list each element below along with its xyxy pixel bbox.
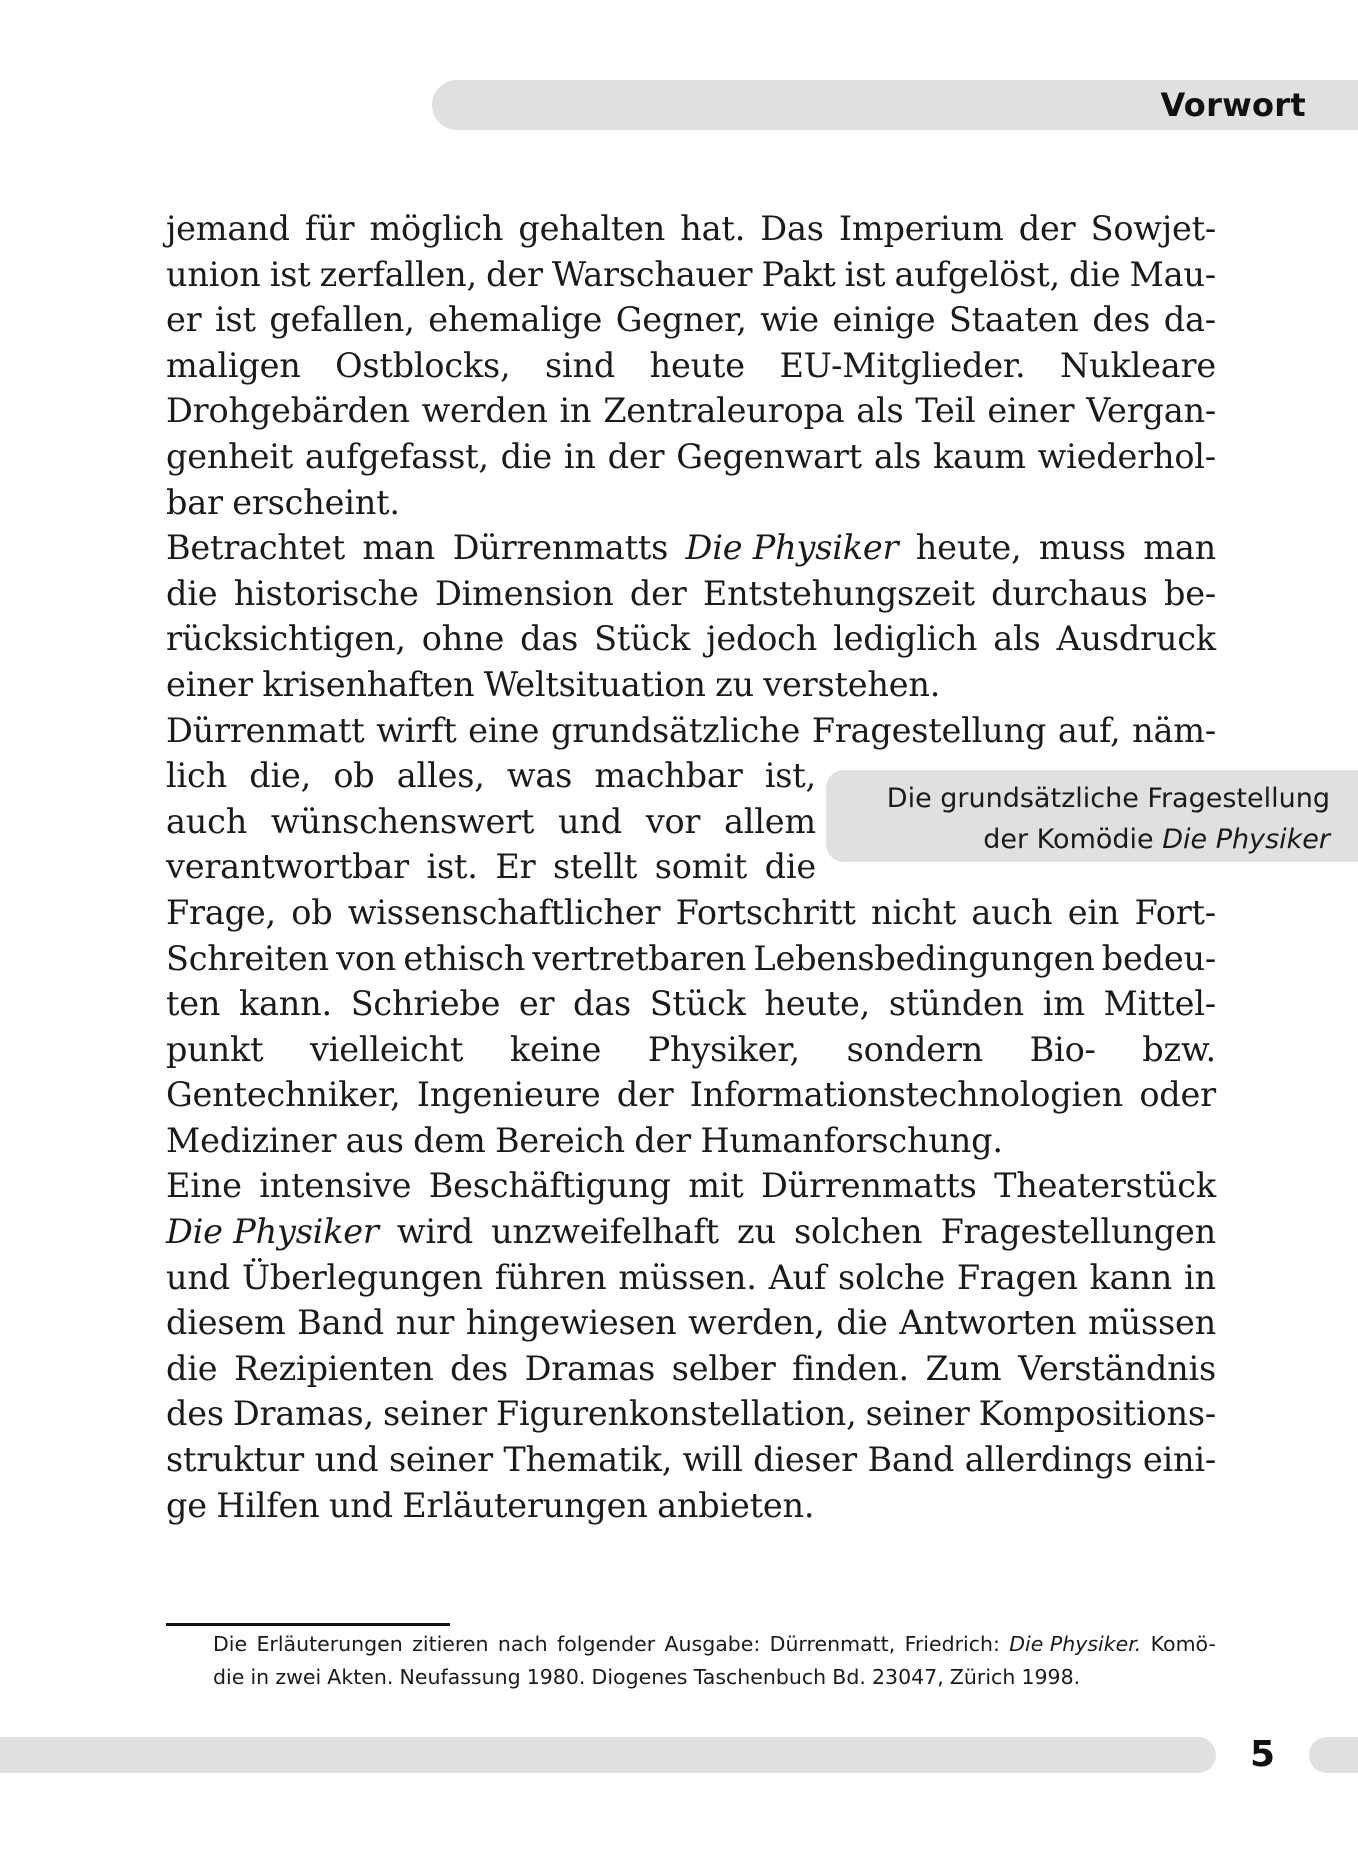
word: Stück <box>649 984 746 1024</box>
word: Fragestellung <box>811 710 1047 750</box>
word: Eine <box>166 1166 242 1206</box>
word: unzweifelhaft <box>491 1212 719 1252</box>
word: Band <box>867 1440 955 1480</box>
word: Lebensbedingungen <box>753 938 1095 978</box>
word: sondern <box>846 1029 984 1069</box>
word: machbar <box>594 756 743 796</box>
word: der <box>629 573 687 613</box>
word: der <box>607 436 665 476</box>
margin-note-line: Die grundsätzliche Fragestellung <box>886 783 1330 814</box>
word: Fortschritt <box>675 892 856 932</box>
word: die <box>166 573 218 613</box>
word: werden <box>421 391 548 431</box>
word: Humanforschung. <box>700 1120 1003 1160</box>
word: hat. <box>680 209 746 248</box>
word: selber <box>671 1348 776 1388</box>
word: union <box>166 254 261 294</box>
text-line <box>166 1346 1216 1392</box>
word: des <box>450 1348 509 1388</box>
word: Betrachtet <box>166 528 345 568</box>
word: Dimension <box>434 573 614 613</box>
word: ethisch <box>403 938 526 978</box>
text-line <box>166 936 1216 982</box>
word: vielleicht <box>309 1029 464 1069</box>
word: Hilfen <box>216 1485 320 1525</box>
word: für <box>304 209 355 248</box>
word: da- <box>1163 300 1216 340</box>
word: eine <box>468 710 540 750</box>
word: 1998. <box>1021 1665 1081 1689</box>
word: somit <box>654 847 748 887</box>
word: Neufassung <box>399 1665 521 1689</box>
word: dieser <box>753 1440 857 1480</box>
word: Er <box>495 847 536 887</box>
word: der <box>634 1120 691 1160</box>
word: Friedrich: <box>904 1632 1000 1656</box>
word: will <box>682 1440 743 1480</box>
word: Die <box>213 1632 248 1656</box>
word: die <box>764 847 816 887</box>
word: Entstehungszeit <box>702 573 975 613</box>
word: Akten. <box>327 1665 394 1689</box>
word: müssen <box>1088 1303 1216 1343</box>
text-line <box>166 1483 1216 1529</box>
word: Taschenbuch <box>693 1665 827 1689</box>
word: das <box>573 984 632 1024</box>
footnote-line <box>213 1661 1216 1694</box>
word: der <box>616 1075 674 1115</box>
word: Physiker, <box>647 1029 800 1069</box>
word: die <box>500 436 553 476</box>
margin-note-line <box>826 819 1330 860</box>
word: bzw. <box>1142 1029 1216 1069</box>
text-line <box>166 1437 1216 1483</box>
word: aufgefasst, <box>304 436 489 476</box>
word: solche <box>837 1257 946 1297</box>
word: genheit <box>166 436 294 476</box>
word: ein <box>1067 892 1120 932</box>
text-line <box>166 1255 1216 1301</box>
footnote <box>213 1628 1216 1694</box>
word: kann. <box>238 984 333 1024</box>
word: Überlegungen <box>241 1257 483 1297</box>
word: ehemalige <box>428 300 603 340</box>
word: Gentechniker, <box>166 1075 401 1115</box>
word: die <box>836 1303 888 1343</box>
word: wünschenswert <box>270 801 535 841</box>
text-line <box>166 1118 1216 1164</box>
text-line <box>166 890 1216 936</box>
word: gehalten <box>518 209 666 248</box>
word: ohne <box>421 619 505 659</box>
word: auch <box>166 801 248 841</box>
word: rücksichtigen, <box>166 619 406 659</box>
word: als <box>873 436 922 476</box>
word: heute, <box>764 984 871 1024</box>
word: Ausdruck <box>1056 619 1216 659</box>
word: wirft <box>376 710 457 750</box>
word: Thematik, <box>503 1440 673 1480</box>
word: Mediziner <box>166 1120 337 1160</box>
word: er <box>166 300 202 340</box>
word: 23047, <box>872 1665 944 1689</box>
word: ob <box>333 756 375 796</box>
word: vertretbaren <box>532 938 747 978</box>
word: sind <box>545 345 616 385</box>
word: wird <box>396 1212 473 1252</box>
word: zu <box>737 1212 776 1252</box>
word: Rezipienten <box>233 1348 434 1388</box>
text-line <box>166 1391 1216 1437</box>
word: Dürrenmatt, <box>769 1632 896 1656</box>
word: Zentraleuropa <box>603 391 845 431</box>
text-line <box>166 206 1216 252</box>
word: erscheint. <box>232 482 400 522</box>
word: Das <box>760 209 824 248</box>
word: in <box>1184 1257 1216 1297</box>
word: Zürich <box>949 1665 1016 1689</box>
word: ten <box>166 984 221 1024</box>
word: Fragen <box>956 1257 1078 1297</box>
text-line <box>166 388 1216 434</box>
word: werden, <box>688 1303 825 1343</box>
text-line <box>166 1209 1216 1255</box>
word: Bereich <box>494 1120 625 1160</box>
text-line <box>166 1300 1216 1346</box>
word: Vergan- <box>1086 391 1216 431</box>
word: Ostblocks, <box>335 345 511 385</box>
word: wie <box>760 300 819 340</box>
word: Dramas <box>524 1348 656 1388</box>
word: heute, <box>915 528 1022 568</box>
word: als <box>856 391 904 431</box>
text-line <box>166 753 816 799</box>
word: Ausgabe: <box>664 1632 761 1656</box>
word: keine <box>509 1029 602 1069</box>
word: ist <box>844 254 886 294</box>
word: ist <box>269 254 311 294</box>
word: zwei <box>275 1665 322 1689</box>
word: Schreiten <box>166 938 329 978</box>
word: jedoch <box>706 619 818 659</box>
word: die <box>213 1665 245 1689</box>
body-text <box>166 206 1216 1528</box>
word: allem <box>724 801 816 841</box>
word: und <box>314 1440 379 1480</box>
word: alles, <box>396 756 485 796</box>
text-line <box>166 480 1216 526</box>
word: Figurenkonstellation, <box>495 1394 857 1434</box>
word: Ingenieure <box>416 1075 601 1115</box>
word: Fort- <box>1134 892 1216 932</box>
text-line <box>166 1163 1216 1209</box>
word: man <box>362 528 436 568</box>
word: Verständnis <box>1018 1348 1216 1388</box>
word: bedeu- <box>1101 938 1216 978</box>
footnote-rule <box>166 1623 450 1626</box>
word: muss <box>1038 528 1126 568</box>
word: Warschauer <box>551 254 753 294</box>
word: lich <box>166 756 227 796</box>
text-line <box>166 708 1216 754</box>
word: nach <box>497 1632 548 1656</box>
word: Auf <box>768 1257 827 1297</box>
word: der <box>486 254 543 294</box>
text-line <box>166 1027 1216 1073</box>
text-line <box>166 525 1216 571</box>
word: Imperium <box>838 209 1004 248</box>
word: Drohgebärden <box>166 391 410 431</box>
word: näm- <box>1132 710 1216 750</box>
word: Erläuterungen <box>256 1632 403 1656</box>
word: Mau- <box>1129 254 1216 294</box>
word: krisenhaften <box>262 664 475 704</box>
word: grundsätzliche <box>550 710 801 750</box>
word: nicht <box>870 892 957 932</box>
word: Nukleare <box>1060 345 1216 385</box>
word: maligen <box>166 345 301 385</box>
word: in <box>250 1665 270 1689</box>
word: des <box>1092 300 1151 340</box>
word: von <box>336 938 397 978</box>
word: jemand <box>166 209 290 248</box>
text-line <box>166 616 1216 662</box>
word: nur <box>395 1303 455 1343</box>
word: folgender <box>557 1632 656 1656</box>
word: in <box>559 391 592 431</box>
word: punkt <box>166 1029 264 1069</box>
word: Band <box>297 1303 384 1343</box>
text-line <box>166 1072 1216 1118</box>
word: die <box>1069 254 1121 294</box>
word: in <box>563 436 596 476</box>
word: als <box>993 619 1041 659</box>
word: finden. <box>792 1348 909 1388</box>
word: ist. <box>426 847 478 887</box>
word: struktur <box>166 1440 304 1480</box>
word: stünden <box>888 984 1025 1024</box>
word: einer <box>166 664 253 704</box>
word: auch <box>971 892 1053 932</box>
word: man <box>1143 528 1216 568</box>
word: im <box>1042 984 1085 1024</box>
word: diesem <box>166 1303 286 1343</box>
word: kann <box>1089 1257 1173 1297</box>
word: oder <box>1139 1075 1216 1115</box>
word: Kompositions- <box>978 1394 1216 1434</box>
word: und <box>166 1257 230 1297</box>
word: führen <box>494 1257 607 1297</box>
word: seiner <box>865 1394 970 1434</box>
word: Schriebe <box>350 984 501 1024</box>
word: das <box>520 619 579 659</box>
word: Beschäftigung <box>428 1166 671 1206</box>
word: ob <box>291 892 333 932</box>
page-number: 5 <box>1249 1734 1276 1775</box>
word: zitieren <box>412 1632 489 1656</box>
word: des <box>166 1394 224 1434</box>
word: Erläuterungen <box>402 1485 648 1525</box>
word: aus <box>345 1120 404 1160</box>
word: wissenschaftlicher <box>347 892 661 932</box>
word: einer <box>987 391 1075 431</box>
text-line <box>166 343 1216 389</box>
word: vor <box>645 801 701 841</box>
word: und <box>328 1485 393 1525</box>
margin-note-title: Die Physiker <box>1162 824 1330 855</box>
word: hingewiesen <box>465 1303 677 1343</box>
title-reference: Die Physiker <box>166 1212 379 1252</box>
word: Staaten <box>948 300 1079 340</box>
word: und <box>557 801 622 841</box>
word: der <box>1018 209 1076 248</box>
word: aufgelöst, <box>894 254 1060 294</box>
word: Dürrenmatt <box>166 710 365 750</box>
word: Dürrenmatts <box>761 1166 977 1206</box>
page-header-title: Vorwort <box>1160 86 1306 124</box>
word: Zum <box>925 1348 1002 1388</box>
word: seiner <box>382 1394 487 1434</box>
title-reference: Die Physiker <box>685 528 899 568</box>
word: 1980. <box>526 1665 586 1689</box>
margin-note <box>826 770 1358 862</box>
word: auf, <box>1057 710 1121 750</box>
word: verantwortbar <box>166 847 409 887</box>
word: Mittel- <box>1103 984 1216 1024</box>
word: Frage, <box>166 892 276 932</box>
word: kaum <box>932 436 1026 476</box>
word: einige <box>832 300 936 340</box>
text-line <box>166 571 1216 617</box>
word: die <box>166 1348 218 1388</box>
word: be- <box>1163 573 1216 613</box>
word: stellt <box>552 847 638 887</box>
word: dem <box>413 1120 486 1160</box>
word: Stück <box>594 619 691 659</box>
word: Theaterstück <box>994 1166 1216 1206</box>
footer-bar <box>0 1737 1216 1773</box>
text-line <box>166 297 1216 343</box>
word: mit <box>688 1166 744 1206</box>
word: wiederhol- <box>1037 436 1216 476</box>
word: ist, <box>764 756 816 796</box>
word: intensive <box>259 1166 412 1206</box>
word: ist <box>215 300 256 340</box>
text-line <box>166 844 816 890</box>
word: seiner <box>388 1440 493 1480</box>
word: Weltsituation <box>483 664 706 704</box>
word: Bd. <box>832 1665 866 1689</box>
word: Fragestellungen <box>940 1212 1216 1252</box>
word: gefallen, <box>269 300 415 340</box>
text-line <box>166 981 1216 1027</box>
word: anbieten. <box>657 1485 815 1525</box>
word: zerfallen, <box>319 254 477 294</box>
word: bar <box>166 482 223 522</box>
word: er <box>518 984 555 1024</box>
footnote-line <box>213 1628 1216 1661</box>
word: was <box>506 756 573 796</box>
word: historische <box>233 573 419 613</box>
word: die, <box>249 756 312 796</box>
text-line <box>166 434 1216 480</box>
word: lediglich <box>833 619 978 659</box>
word: ge <box>166 1485 207 1525</box>
text-line <box>166 662 1216 708</box>
word: Pakt <box>761 254 836 294</box>
word: Sowjet- <box>1090 209 1216 248</box>
word: eini- <box>1142 1440 1216 1480</box>
word: Bio- <box>1029 1029 1096 1069</box>
word: Dramas, <box>232 1394 374 1434</box>
word: Gegner, <box>615 300 747 340</box>
word: heute <box>649 345 745 385</box>
word: zu <box>715 664 754 704</box>
footnote-title: Die Physiker. <box>1009 1632 1142 1656</box>
word: verstehen. <box>763 664 941 704</box>
footer-bar-end <box>1309 1737 1358 1773</box>
word: Informationstechnologien <box>689 1075 1124 1115</box>
word: Gegenwart <box>676 436 862 476</box>
word: müssen. <box>618 1257 757 1297</box>
word: Diogenes <box>591 1665 688 1689</box>
word: allerdings <box>964 1440 1133 1480</box>
word: Teil <box>915 391 976 431</box>
margin-note-prefix: der Komödie <box>983 824 1163 855</box>
word: solchen <box>794 1212 923 1252</box>
word: Dürrenmatts <box>452 528 669 568</box>
word: Antworten <box>899 1303 1077 1343</box>
word: möglich <box>369 209 504 248</box>
text-line <box>166 799 816 845</box>
word: durchaus <box>991 573 1148 613</box>
word: EU-Mitglieder. <box>779 345 1026 385</box>
word: Komö- <box>1150 1632 1216 1656</box>
text-line <box>166 252 1216 298</box>
